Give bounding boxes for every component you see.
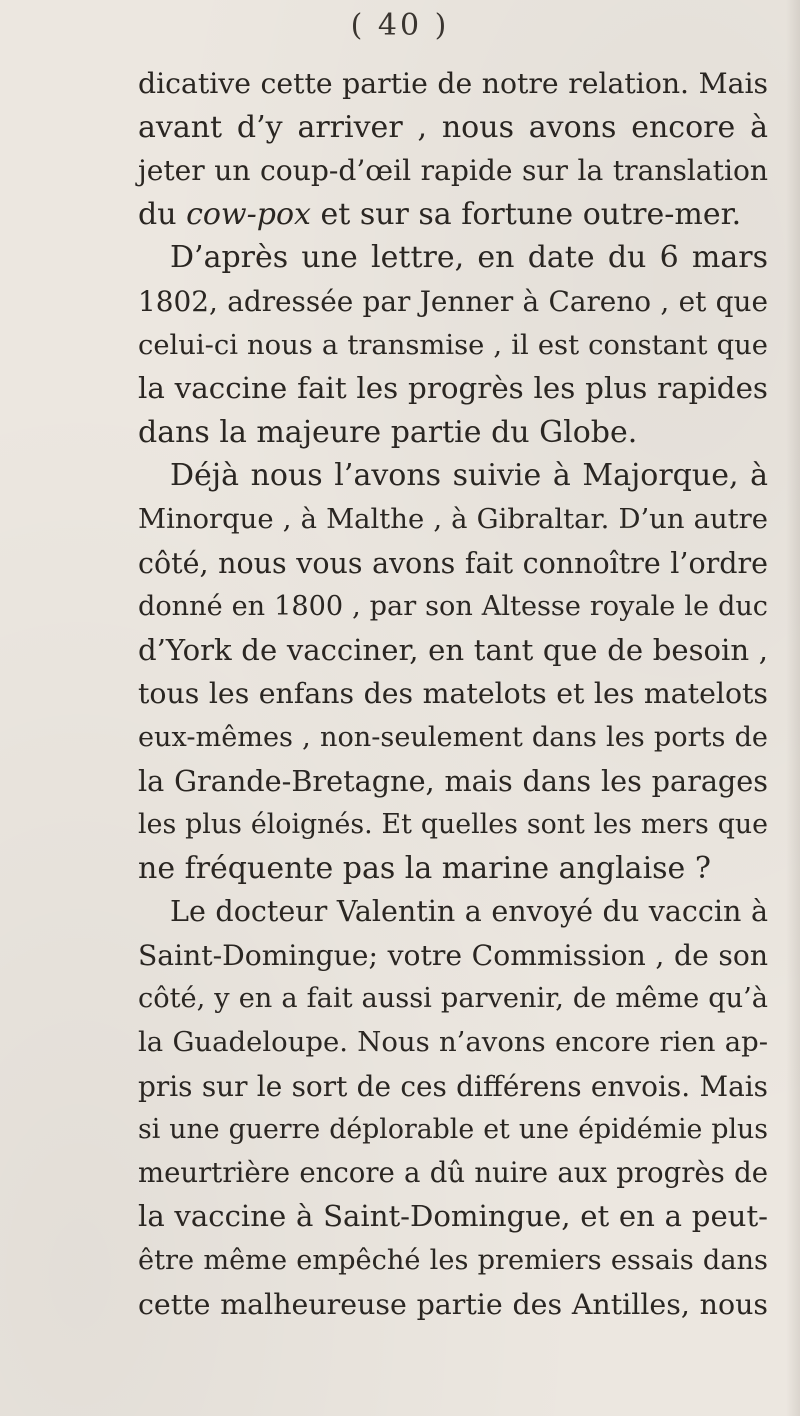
- text-line: 1802, adressée par Jenner à Careno , et que: [138, 284, 768, 318]
- text-line: eux-mêmes , non-seulement dans les ports de: [138, 721, 768, 753]
- text-line: tous les enfans des matelots et les matelots: [138, 677, 768, 711]
- text-line: pris sur le sort de ces différens envois. Mais: [138, 1069, 768, 1103]
- text-line: dicative cette partie de notre relation. Mais: [138, 67, 768, 100]
- text-line: meurtrière encore a dû nuire aux progrès de: [138, 1156, 768, 1189]
- text-line: dans la majeure partie du Globe.: [138, 414, 638, 450]
- text-line: jeter un coup-d’œil rapide sur la translation: [138, 154, 768, 188]
- text-line: si une guerre déplorable et une épidémie plus: [138, 1114, 768, 1146]
- page-edge-shadow: [786, 0, 800, 1416]
- text-line: être même empêché les premiers essais dans: [138, 1245, 768, 1277]
- page-number: ( 40 ): [350, 8, 450, 43]
- text-line: cette malheureuse partie des Antilles, nous: [138, 1287, 768, 1321]
- text-line: Déjà nous l’avons suivie à Majorque, à: [170, 458, 768, 494]
- text-line: [138, 193, 768, 237]
- text-segment: et sur sa fortune outre-mer.: [310, 196, 742, 232]
- text-line: la Guadeloupe. Nous n’avons encore rien ap-: [138, 1026, 768, 1059]
- text-line: Minorque , à Malthe , à Gibraltar. D’un autre: [138, 503, 768, 535]
- body-text: [138, 62, 768, 1326]
- text-line: ne fréquente pas la marine anglaise ?: [138, 850, 711, 886]
- text-line: la vaccine fait les progrès les plus rapides: [138, 371, 768, 406]
- text-line: côté, y en a fait aussi parvenir, de même qu’à: [138, 983, 768, 1015]
- text-line: avant d’y arriver , nous avons encore à: [138, 109, 768, 145]
- text-line: celui-ci nous a transmise , il est constant que: [138, 329, 768, 361]
- text-line: la Grande-Bretagne, mais dans les parages: [138, 763, 768, 798]
- text-line: D’après une lettre, en date du 6 mars: [170, 240, 768, 276]
- text-line: côté, nous vous avons fait connoître l’ordre: [138, 546, 768, 580]
- text-segment: du: [138, 196, 187, 232]
- italic-term: cow-pox: [186, 196, 311, 232]
- text-line: les plus éloignés. Et quelles sont les mers que: [138, 809, 768, 841]
- text-line: la vaccine à Saint-Domingue, et en a peut-: [138, 1199, 768, 1234]
- text-line: Saint-Domingue; votre Commission , de son: [138, 938, 768, 972]
- text-line: Le docteur Valentin a envoyé du vaccin à: [170, 894, 768, 929]
- text-line: d’York de vacciner, en tant que de besoin ,: [138, 632, 768, 667]
- text-line: donné en 1800 , par son Altesse royale le duc: [138, 591, 768, 623]
